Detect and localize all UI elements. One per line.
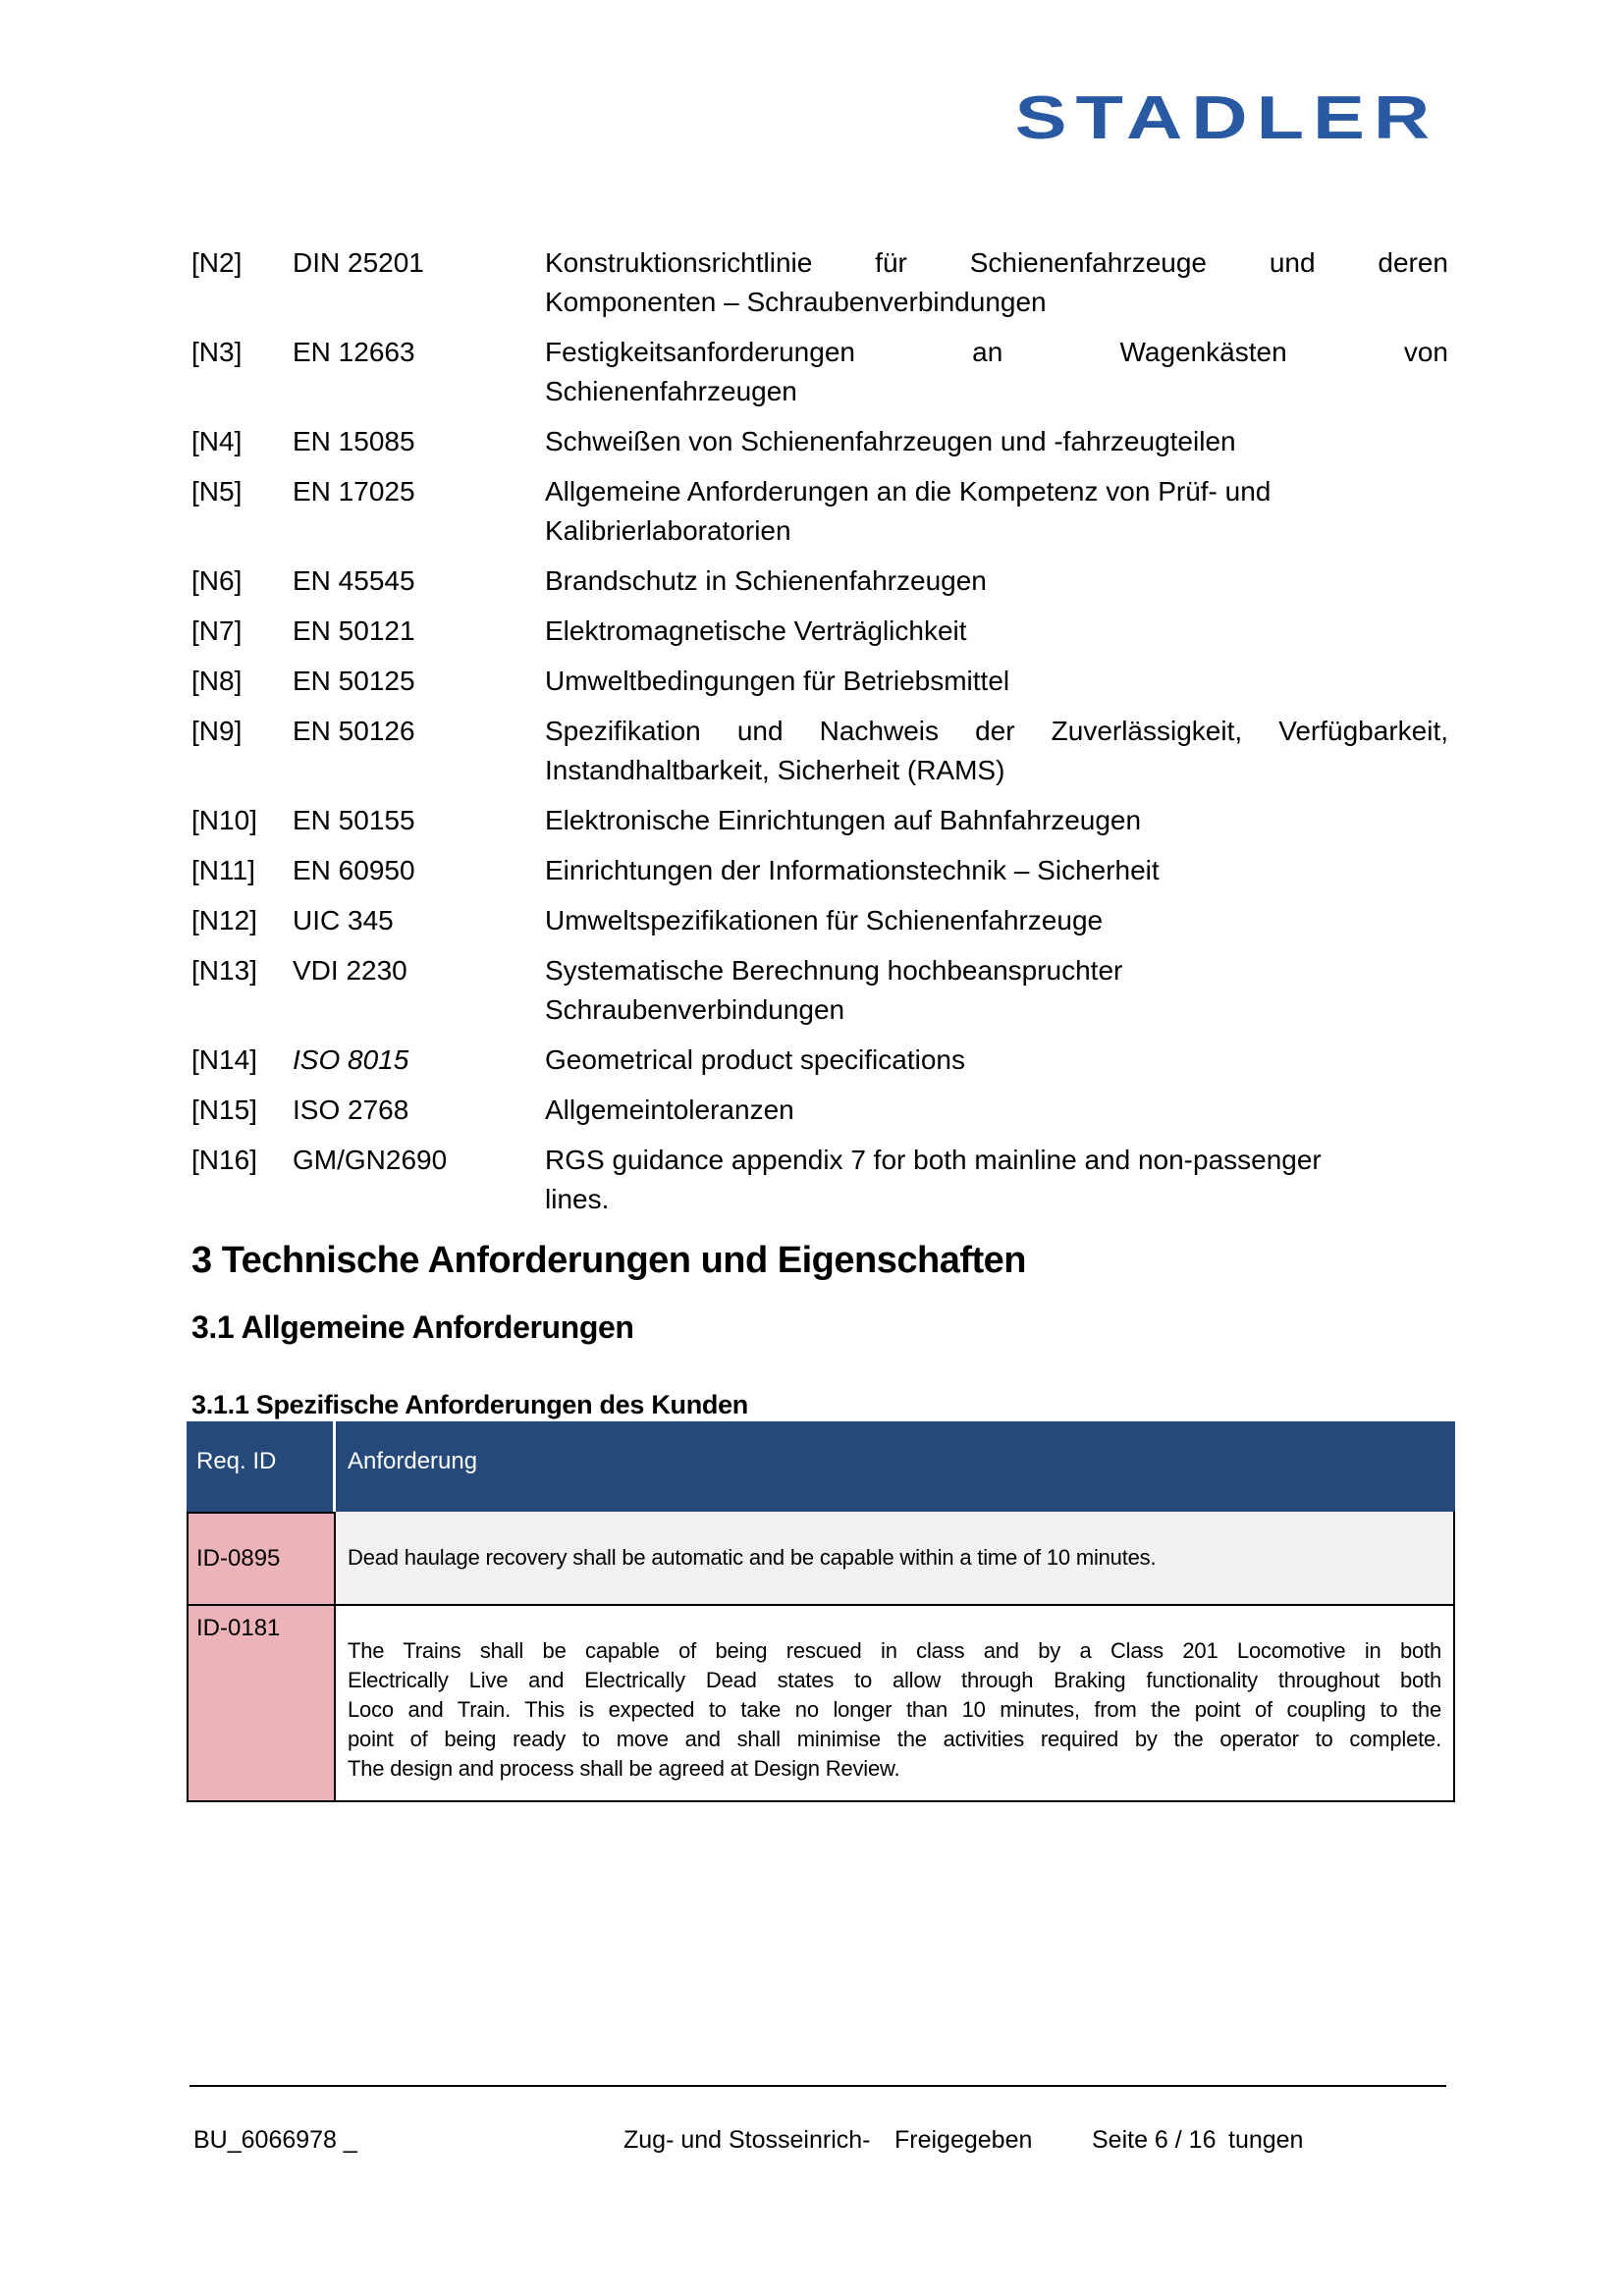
page-content <box>191 0 1448 1802</box>
table-row <box>187 1606 1455 1802</box>
reference-item <box>191 422 1448 461</box>
reference-item <box>191 851 1448 890</box>
reference-standard-code: EN 50155 <box>293 805 415 835</box>
reference-description <box>545 422 1448 461</box>
requirements-table-header <box>187 1421 1455 1512</box>
req-id-value: ID-0181 <box>196 1615 281 1641</box>
header-logo-row <box>191 84 1448 152</box>
reference-description-line: Allgemeintoleranzen <box>545 1095 794 1125</box>
footer-status: Freigegeben <box>894 2126 1033 2154</box>
reference-description-line: Elektronische Einrichtungen auf Bahnfahrzeugen <box>545 805 1142 835</box>
footer-page-number: Seite 6 / 16 <box>1092 2126 1217 2154</box>
requirement-text-line: Loco and Train. This is expected to take no longer than 10 minutes, from the point of coupling to the <box>348 1697 1441 1722</box>
reference-number: [N14] <box>191 1044 257 1075</box>
requirement-text-line: The design and process shall be agreed at Design Review. <box>348 1756 900 1781</box>
reference-standard-code: EN 50125 <box>293 666 415 696</box>
reference-item <box>191 1141 1448 1219</box>
requirements-table <box>187 1421 1455 1802</box>
reference-number: [N15] <box>191 1095 257 1125</box>
reference-standard-code: GM/GN2690 <box>293 1145 448 1175</box>
reference-item <box>191 901 1448 940</box>
reference-number: [N8] <box>191 666 243 696</box>
reference-number: [N7] <box>191 615 243 646</box>
requirement-text-line: Electrically Live and Electrically Dead states to allow through Braking functionality throughout both <box>348 1668 1441 1692</box>
reference-standard-code: EN 15085 <box>293 426 415 456</box>
reference-description-line: Festigkeitsanforderungen an Wagenkästen von <box>545 337 1448 367</box>
reference-description-line: Geometrical product specifications <box>545 1044 965 1075</box>
reference-description-line: Einrichtungen der Informationstechnik – Sicherheit <box>545 855 1160 885</box>
reference-standard-code: EN 50121 <box>293 615 415 646</box>
subsubsection-heading: 3.1.1 Spezifische Anforderungen des Kunden <box>191 1390 749 1419</box>
requirement-text-cell <box>336 1512 1455 1606</box>
column-header-req-id: Req. ID <box>187 1421 336 1512</box>
reference-description-line: RGS guidance appendix 7 for both mainline and non-passenger <box>545 1145 1322 1175</box>
req-id-cell <box>187 1606 336 1802</box>
reference-standard-code: DIN 25201 <box>293 247 424 278</box>
reference-description <box>545 712 1448 790</box>
reference-description-line: Elektromagnetische Verträglichkeit <box>545 615 967 646</box>
req-id-cell <box>187 1512 336 1606</box>
reference-description-line: Brandschutz in Schienenfahrzeugen <box>545 565 987 596</box>
requirement-text-line: The Trains shall be capable of being rescued in class and by a Class 201 Locomotive in both <box>348 1638 1441 1663</box>
reference-number: [N2] <box>191 247 243 278</box>
reference-description <box>545 1141 1448 1219</box>
reference-standard-code: EN 17025 <box>293 476 415 507</box>
reference-description <box>545 1041 1448 1080</box>
reference-description <box>545 801 1448 840</box>
reference-description <box>545 901 1448 940</box>
footer-divider <box>189 2085 1446 2087</box>
reference-number: [N9] <box>191 716 243 746</box>
reference-description-line: Systematische Berechnung hochbeanspruchter <box>545 955 1123 986</box>
requirements-table-body <box>187 1512 1455 1802</box>
reference-item <box>191 612 1448 651</box>
reference-item <box>191 951 1448 1030</box>
reference-number: [N16] <box>191 1145 257 1175</box>
reference-standard-code: VDI 2230 <box>293 955 407 986</box>
reference-number: [N4] <box>191 426 243 456</box>
reference-description <box>545 612 1448 651</box>
column-header-anforderung: Anforderung <box>348 1448 478 1474</box>
reference-description-line: Schweißen von Schienenfahrzeugen und -fahrzeugteilen <box>545 426 1236 456</box>
reference-description <box>545 851 1448 890</box>
reference-item <box>191 1041 1448 1080</box>
reference-item <box>191 472 1448 551</box>
reference-description-line: Instandhaltbarkeit, Sicherheit (RAMS) <box>545 755 1005 785</box>
subsection-heading: 3.1 Allgemeine Anforderungen <box>191 1309 634 1345</box>
reference-description-line: Allgemeine Anforderungen an die Kompetenz von Prüf- und <box>545 476 1272 507</box>
reference-list <box>191 243 1448 1219</box>
reference-number: [N6] <box>191 565 243 596</box>
reference-description <box>545 1091 1448 1130</box>
reference-item <box>191 712 1448 790</box>
reference-standard-code: EN 60950 <box>293 855 415 885</box>
requirement-text-line: Dead haulage recovery shall be automatic and be capable within a time of 10 minutes. <box>348 1545 1157 1570</box>
reference-number: [N10] <box>191 805 257 835</box>
table-row <box>187 1512 1455 1606</box>
footer-document-title: Zug- und Stosseinrich- <box>623 2126 871 2154</box>
reference-item <box>191 561 1448 601</box>
reference-item <box>191 1091 1448 1130</box>
section-heading: 3 Technische Anforderungen und Eigenschaften <box>191 1240 1026 1281</box>
footer-title-continuation: tungen <box>1228 2126 1304 2154</box>
reference-number: [N12] <box>191 905 257 935</box>
reference-description-line: Kalibrierlaboratorien <box>545 515 791 546</box>
reference-number: [N11] <box>191 855 255 885</box>
reference-number: [N3] <box>191 337 243 367</box>
reference-description-line: Schraubenverbindungen <box>545 994 845 1025</box>
reference-standard-code: ISO 8015 <box>293 1044 409 1075</box>
req-id-value: ID-0895 <box>196 1545 281 1572</box>
reference-description <box>545 243 1448 322</box>
reference-description <box>545 561 1448 601</box>
reference-standard-code: EN 45545 <box>293 565 415 596</box>
reference-description-line: Konstruktionsrichtlinie für Schienenfahrzeuge und deren <box>545 247 1448 278</box>
reference-number: [N5] <box>191 476 243 507</box>
reference-item <box>191 801 1448 840</box>
requirement-text-line: point of being ready to move and shall minimise the activities required by the operator to complete. <box>348 1727 1441 1751</box>
reference-standard-code: ISO 2768 <box>293 1095 409 1125</box>
reference-description-line: Komponenten – Schraubenverbindungen <box>545 287 1047 317</box>
reference-description-line: Spezifikation und Nachweis der Zuverlässigkeit, Verfügbarkeit, <box>545 716 1448 746</box>
requirement-text-cell <box>336 1606 1455 1802</box>
footer-document-id: BU_6066978 _ <box>193 2126 357 2154</box>
reference-description <box>545 333 1448 411</box>
reference-description <box>545 951 1448 1030</box>
stadler-logo: STADLER <box>1014 84 1438 152</box>
reference-description-line: Umweltspezifikationen für Schienenfahrzeuge <box>545 905 1104 935</box>
reference-standard-code: UIC 345 <box>293 905 394 935</box>
reference-description-line: Schienenfahrzeugen <box>545 376 797 406</box>
reference-standard-code: EN 12663 <box>293 337 415 367</box>
reference-description <box>545 662 1448 701</box>
reference-number: [N13] <box>191 955 257 986</box>
reference-description <box>545 472 1448 551</box>
reference-description-line: Umweltbedingungen für Betriebsmittel <box>545 666 1010 696</box>
reference-item <box>191 243 1448 322</box>
reference-item <box>191 662 1448 701</box>
reference-description-line: lines. <box>545 1184 610 1214</box>
reference-standard-code: EN 50126 <box>293 716 415 746</box>
reference-item <box>191 333 1448 411</box>
